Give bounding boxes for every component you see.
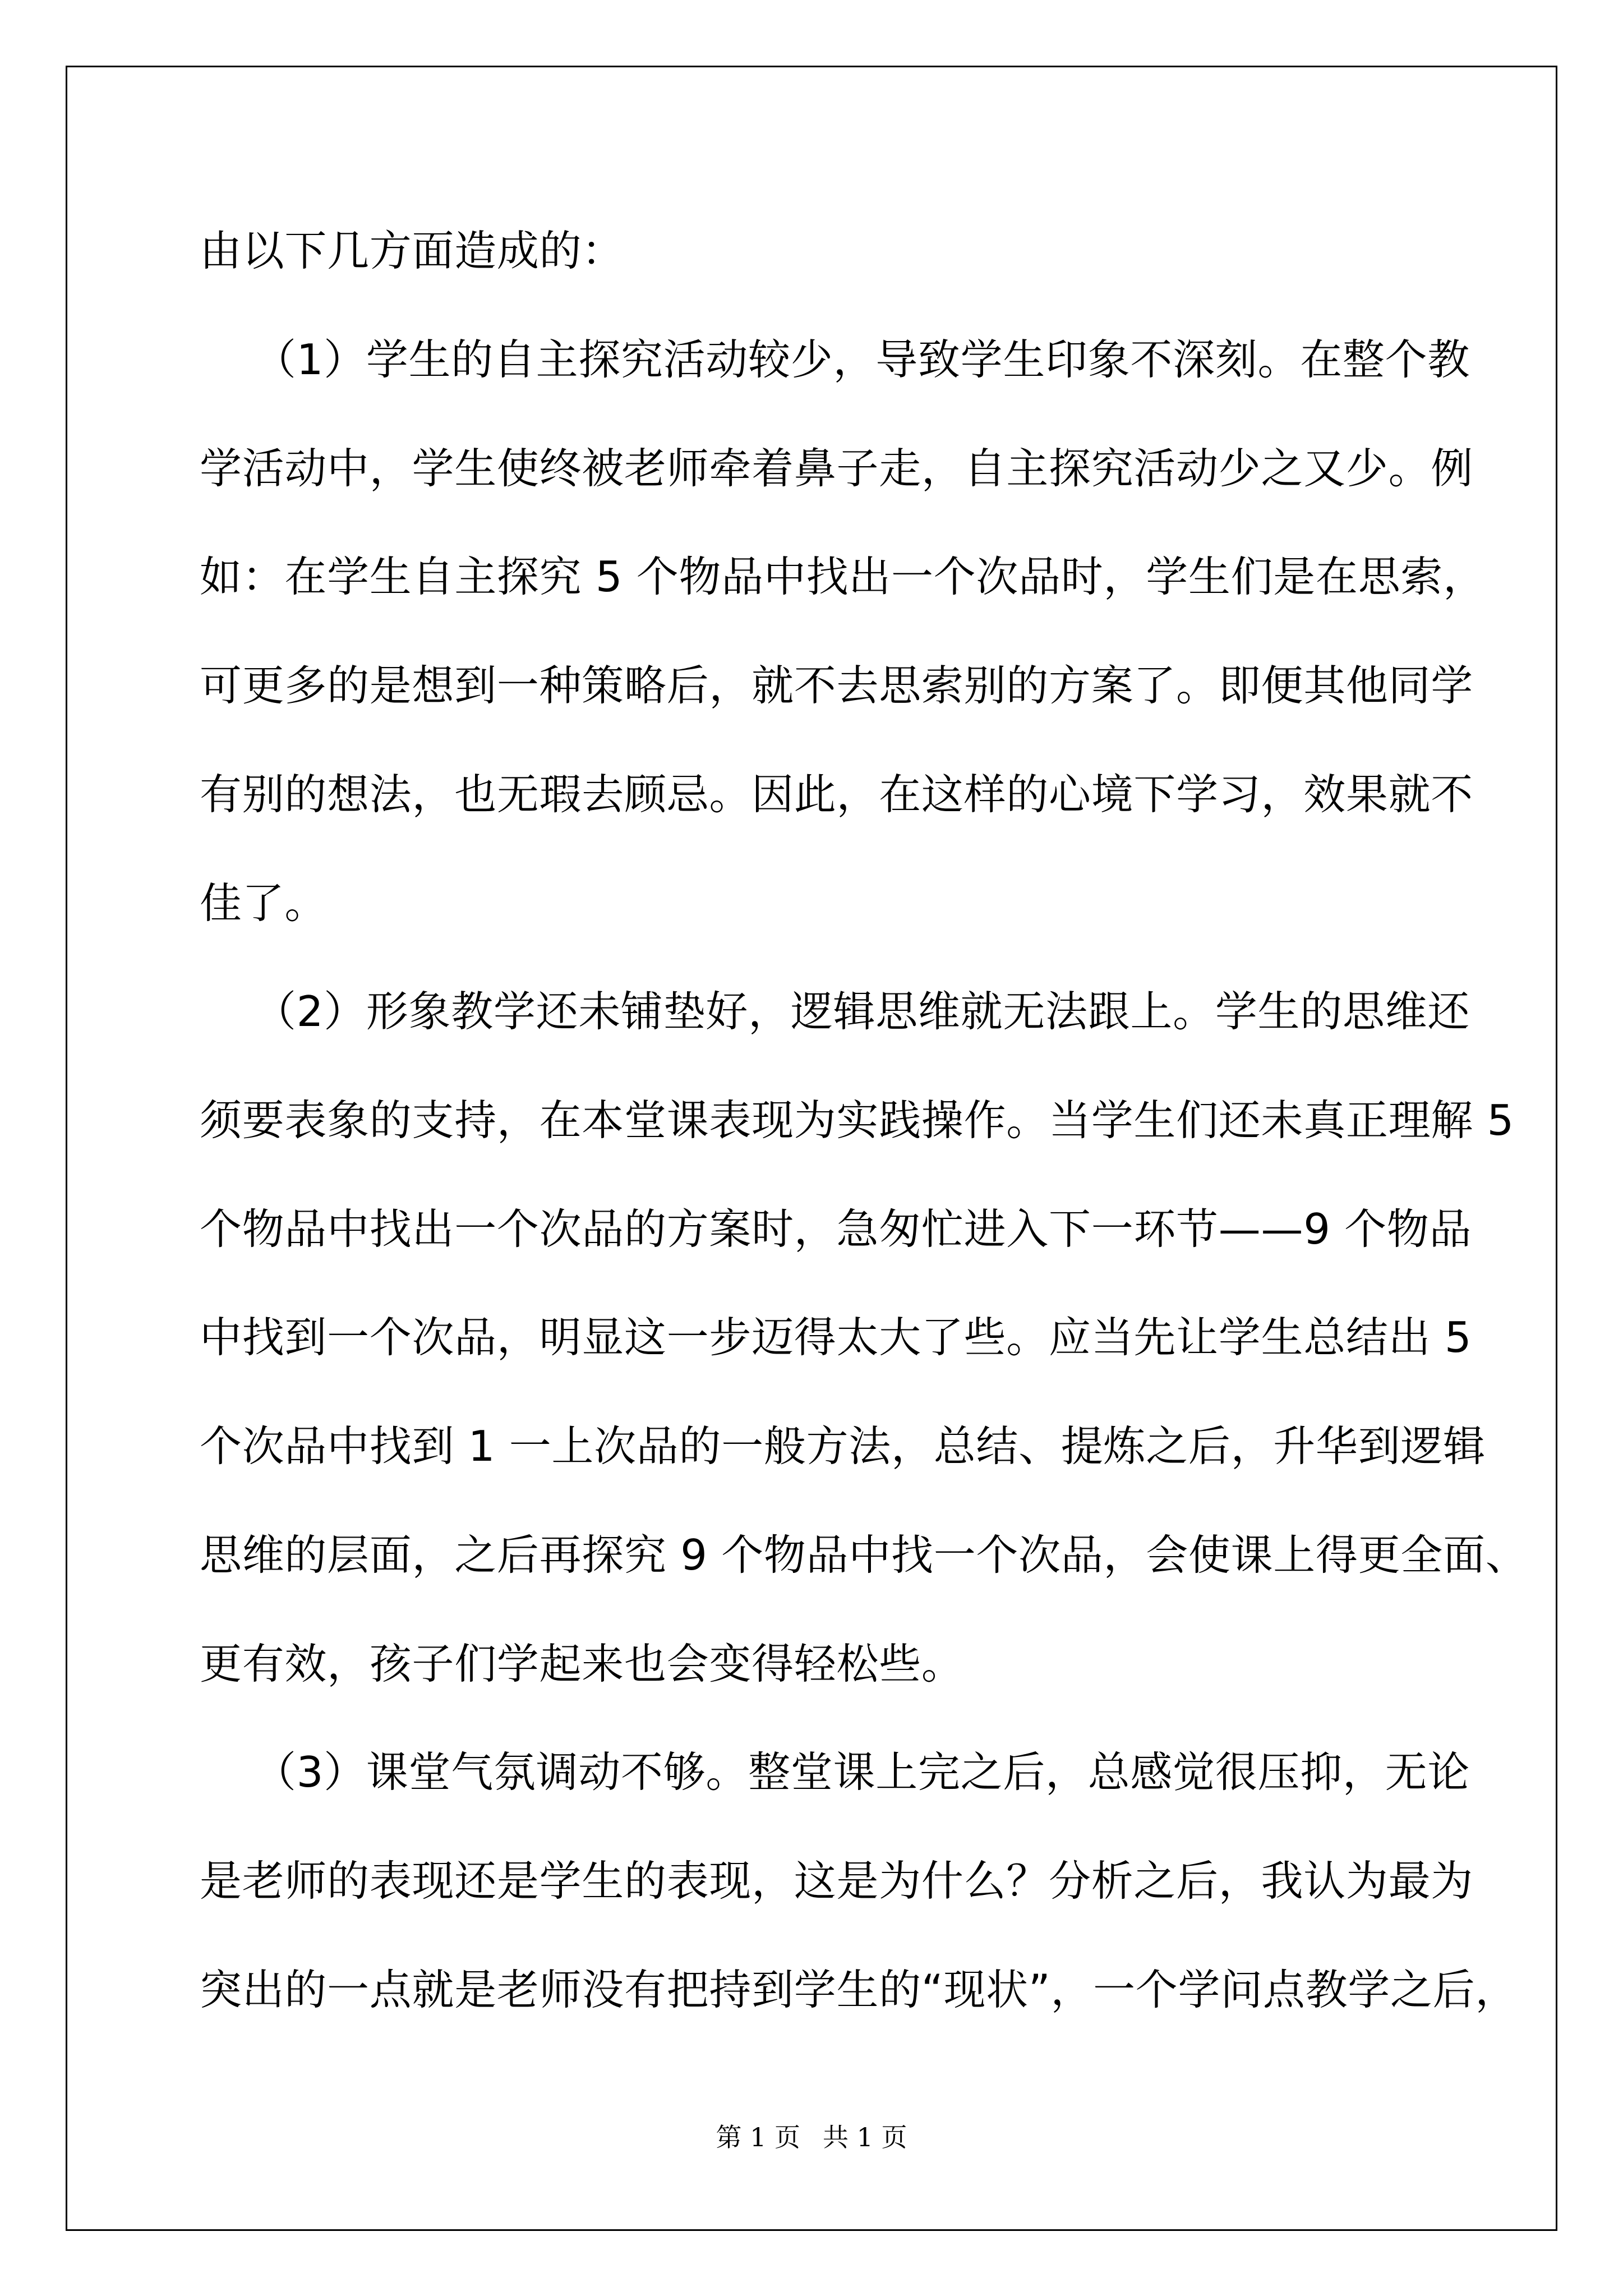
page-number: 第 1 页 xyxy=(716,2122,800,2152)
text-line-1: 由以下几方面造成的： xyxy=(200,226,625,275)
text-line-12: 个次品中找到 1 一上次品的一般方法，总结、提炼之后，升华到逻辑 xyxy=(200,1421,1486,1471)
page-total: 共 1 页 xyxy=(823,2122,907,2152)
page-footer xyxy=(0,2120,1623,2154)
text-line-17: 突出的一点就是老师没有把持到学生的“现状”，一个学问点教学之后， xyxy=(200,1965,1518,2014)
text-line-16: 是老师的表现还是学生的表现，这是为什么？分析之后，我认为最为 xyxy=(200,1856,1474,1906)
text-line-14: 更有效，孩子们学起来也会变得轻松些。 xyxy=(200,1639,964,1688)
text-line-6: 有别的想法，也无瑕去顾忌。因此，在这样的心境下学习，效果就不 xyxy=(200,770,1474,819)
text-line-2: （1）学生的自主探究活动较少，导致学生印象不深刻。在整个教 xyxy=(254,335,1470,384)
text-line-3: 学活动中，学生使终被老师牵着鼻子走，自主探究活动少之又少。例 xyxy=(200,444,1474,493)
text-line-13: 思维的层面，之后再探究 9 个物品中找一个次品，会使课上得更全面、 xyxy=(200,1530,1528,1580)
text-line-4: 如：在学生自主探究 5 个物品中找出一个次品时，学生们是在思索， xyxy=(200,552,1486,601)
text-line-8: （2）形象教学还未铺垫好，逻辑思维就无法跟上。学生的思维还 xyxy=(254,987,1470,1036)
text-line-10: 个物品中找出一个次品的方案时，急匆忙进入下一环节——9 个物品 xyxy=(200,1204,1472,1254)
text-line-7: 佳了。 xyxy=(200,878,328,928)
text-line-9: 须要表象的支持，在本堂课表现为实践操作。当学生们还未真正理解 5 xyxy=(200,1096,1514,1145)
text-line-15: （3）课堂气氛调动不够。整堂课上完之后，总感觉很压抑，无论 xyxy=(254,1747,1470,1797)
text-line-11: 中找到一个次品，明显这一步迈得太大了些。应当先让学生总结出 5 xyxy=(200,1313,1472,1362)
text-line-5: 可更多的是想到一种策略后，就不去思索别的方案了。即便其他同学 xyxy=(200,661,1474,710)
